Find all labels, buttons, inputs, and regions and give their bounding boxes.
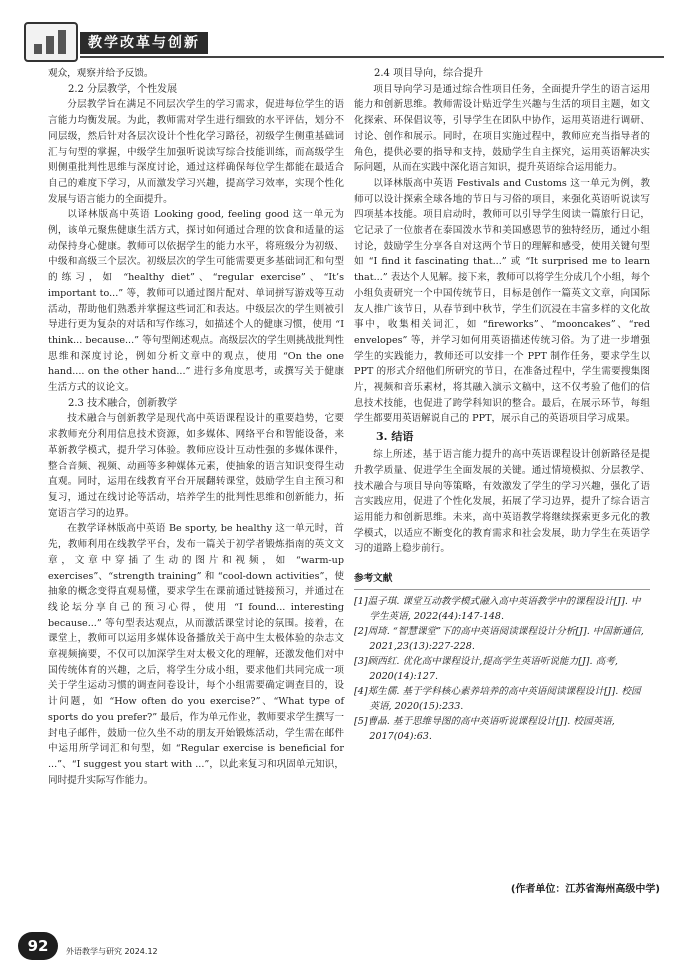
journal-name: 外语教学与研究 2024.12: [66, 947, 158, 956]
paragraph: 以译林版高中英语 Festivals and Customs 这一单元为例，教师可以设计探索全球各地的节日与习俗的项目，来强化英语听说读写四项基本技能。项目启动时，教师可以引导学生阅读一篇旅行日记，它记录了一位旅者在泰国泼水节和美国感恩节的独特经历，通过小组讨论，鼓励学生分享各自对这两个节日的理解和感受，使用关键句型如 “I find it fascinating that...” 或 “It surprised me to learn that...” 表达个人见解。接下来，教师可以将学生分成几个小组，每个小组负责研究一个中国传统节日，目标是创作一篇英文文章，向国际友人推广该节日，从春节到中秋节，学生们沉浸在丰富多样的文化故事中，收集相关词汇，如 “fireworks”、“mooncakes”、“red envelopes” 等，并学习如何用英语描述传统习俗。为了进一步增强学生的实践能力，教师还可以安排一个 PPT 制作任务，要求学生以 PPT 的形式介绍他们所研究的节日，在准备过程中，学生需要搜集图片，视频和音乐素材，将其融入演示文稿中，这不仅考验了他们的信息技术技能，也促进了跨学科知识的整合。最后，在展示环节，每组学生都要用英语解说自己的 PPT，展示自己的英语项目学习成果。: [354, 177, 650, 425]
page-number: 92: [18, 932, 58, 960]
section-title: 教学改革与创新: [80, 32, 208, 54]
reference-item: [3]顾西红. 优化高中课程设计,提高学生英语听说能力[J]. 高考, 2020(14):127.: [354, 655, 618, 682]
reference-item: [2]周琦. “智慧课堂”下的高中英语阅读课程设计分析[J]. 中国新通信, 2021,23(13):227-228.: [354, 625, 644, 652]
references-title: 参考文献: [354, 571, 650, 590]
author-affiliation: (作者单位：江苏省海州高级中学): [510, 884, 660, 895]
page-header: [24, 22, 664, 60]
section-heading: 3. 结语: [376, 430, 414, 444]
paragraph: 在教学译林版高中英语 Be sporty, be healthy 这一单元时，首先，教师利用在线教学平台，发布一篇关于初学者锻炼指南的英文文章，文章中穿插了生动的图片和视频，如 “warm-up exercises”、“strength training” 和 “cool-down activities”，使抽象的概念变得直观易懂，要求学生在课前通过链接预习，并通过在线论坛分享自己的预习心得，使用 “I found... interesting because...” 等句型表达观点，从而激活课堂讨论的氛围。接着，在课堂上，教师可以运用多媒体设备播放关于高中生太极体验的杂志文章视频摘要，不仅可以加深学生对太极文化的理解，还激发他们对中国传统体育的兴趣，之后，将学生分成小组，要求他们共同完成一项关于学生运动习惯的调查问卷设计，每个小组需要确定调查目的，设计问题，如 “How often do you exercise?”、“What type of sports do you prefer?” 最后，作为单元作业，教师要求学生撰写一封电子邮件，鼓励一位久坐不动的朋友开始锻炼活动，学生需在邮件中运用所学词汇和句型，如 “Regular exercise is beneficial for ...”、“I suggest you start with ...”，以此来复习和巩固单元知识，同时提升实际写作能力。: [48, 523, 344, 786]
paragraph: 项目导向学习是通过综合性项目任务，全面提升学生的语言运用能力和创新思维。教师需设计贴近学生兴趣与生活的项目主题，如文化探索、环保倡议等，引导学生在团队中协作，运用英语进行调研、讨论、创作和展示。同时，在项目实施过程中，教师应充当指导者的角色，提供必要的指导和支持，鼓励学生自主探究，运用英语解决实际问题，从而在实践中深化语言知识，提升英语综合运用能力。: [354, 83, 650, 174]
subsection-heading: 2.4 项目导向，综合提升: [374, 68, 484, 79]
references-list: [354, 594, 650, 744]
paragraph: 分层教学旨在满足不同层次学生的学习需求，促进每位学生的语言能力均衡发展。为此，教师需对学生进行细致的水平评估，划分不同层级，然后针对各层次设计个性化学习路径，初级学生侧重基础词汇与句型的掌握，中级学生加强听说读写综合技能训练，而高级学生则侧重批判性思维与深度讨论，通过这样确保每位学生都能在最适合自己的难度下学习，从而激发学习兴趣，提高学习效率，实现个性化发展与语言能力的全面提升。: [48, 99, 344, 205]
reference-item: [4]郑生儒. 基于学科核心素养培养的高中英语阅读课程设计[J]. 校园英语, 2020(15):233.: [354, 685, 641, 712]
paragraph: 技术融合与创新教学是现代高中英语课程设计的重要趋势，它要求教师充分利用信息技术资源，如多媒体、网络平台和智能设备，来革新教学模式，提升学习体验。教师应设计互动性强的多媒体课件，整合音频、视频、动画等多种媒体元素，使抽象的语言知识变得生动直观。同时，运用在线教育平台开展翻转课堂，鼓励学生自主预习和复习，通过在线讨论等活动，培养学生的批判性思维和创新能力，拓宽语言学习的边界。: [48, 413, 344, 519]
left-column: [48, 66, 344, 788]
paragraph: 以译林版高中英语 Looking good, feeling good 这一单元为例，该单元聚焦健康生活方式，探讨如何通过合理的饮食和适量的运动保持身心健康。教师可以依据学生的能力水平，将班级分为初级、中级和高级三个层次。初级层次的学生可能需要更多基础词汇和句型的练习，如 “healthy diet”、“regular exercise”、“It’s important to...” 等，教师可以通过图片配对、单词拼写游戏等互动活动，帮助他们熟悉并掌握这些词汇和表达。中级层次的学生则被引导进行更为复杂的对话和写作练习，如描述个人的健康习惯，使用 “I think... because...” 等句型阐述观点。高级层次的学生则挑战批判性思维和深度讨论，例如分析文章中的观点，使用 “On the one hand.... on the other hand...” 进行多角度思考，或撰写关于健康生活方式的议论文。: [48, 209, 344, 394]
page-footer: [18, 932, 318, 962]
right-column: [354, 66, 650, 744]
journal-logo-icon: [24, 22, 78, 62]
subsection-heading: 2.3 技术融合，创新教学: [68, 397, 178, 409]
reference-item: [5]曹晶. 基于思维导图的高中英语听说课程设计[J]. 校园英语, 2017(04):63.: [354, 715, 615, 742]
reference-item: [1]温子琪. 课堂互动教学模式融入高中英语教学中的课程设计[J]. 中学生英语, 2022(44):147-148.: [354, 595, 641, 622]
header-divider: [80, 56, 664, 58]
subsection-heading: 2.2 分层教学，个性发展: [68, 83, 178, 95]
paragraph: 综上所述，基于语言能力提升的高中英语课程设计创新路径是提升教学质量、促进学生全面发展的关键。通过情境模拟、分层教学、技术融合与项目导向等策略，有效激发了学生的学习兴趣，强化了语言实践应用，促进了个性化发展，拓展了学习边界，提升了综合语言运用能力和创新思维。未来，高中英语教学将继续探索更多元化的教学模式，以适应不断变化的教育需求和社会发展，助力学生在英语学习的道路上稳步前行。: [354, 449, 650, 555]
paragraph: 观众，观察并给予反馈。: [48, 68, 154, 79]
